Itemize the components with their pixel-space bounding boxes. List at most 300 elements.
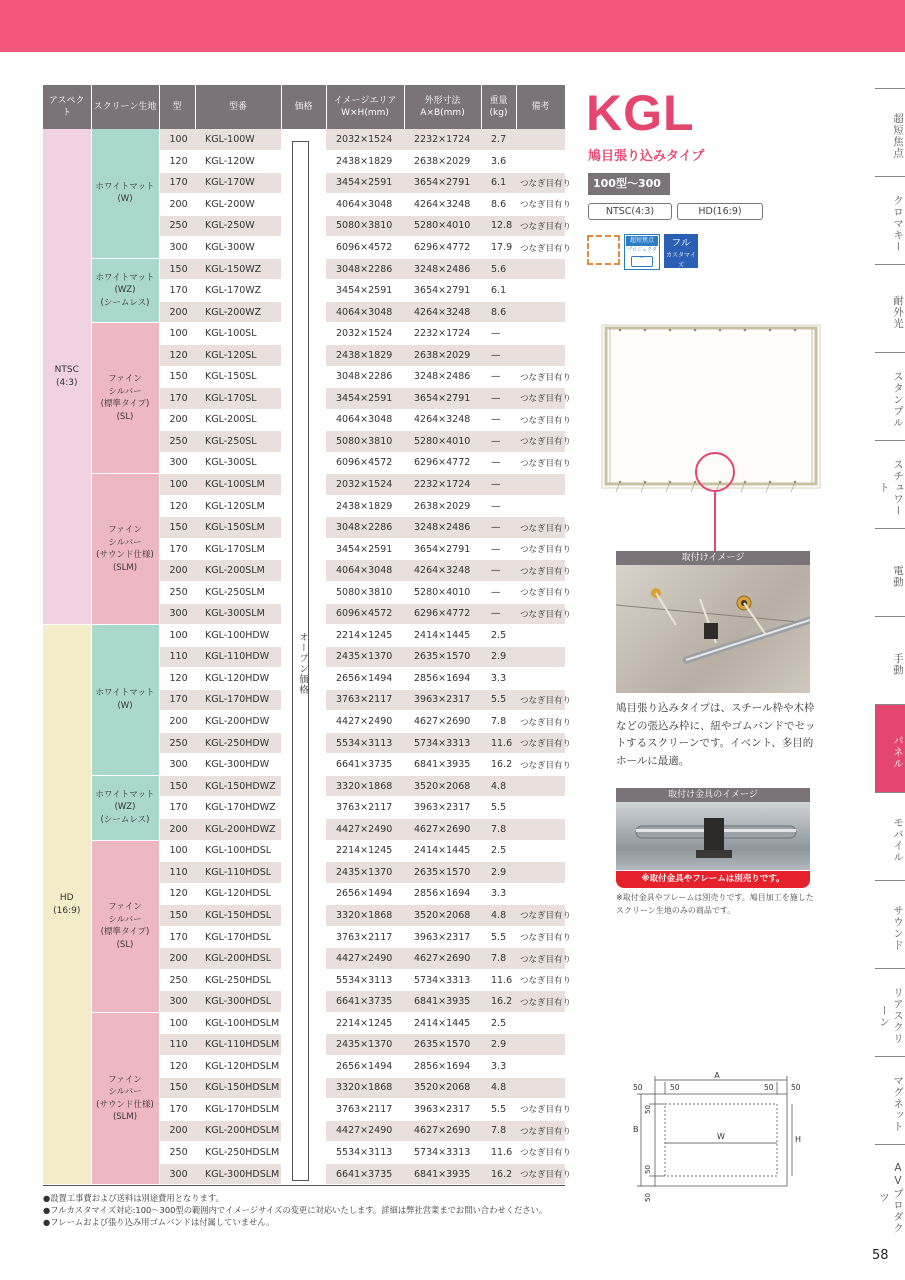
model-cell: KGL-120HDSLM (195, 1056, 281, 1078)
weight-cell: 5.5 (481, 689, 516, 711)
type-cell: 200 (159, 409, 195, 431)
side-tab-11[interactable]: マグネット (892, 1075, 904, 1133)
dim-h: H (795, 1135, 802, 1144)
header-weight: 重量 (kg) (481, 85, 516, 129)
outer-size-cell: 3963×2317 (404, 1099, 481, 1121)
image-area-cell: 3763×2117 (326, 1099, 404, 1121)
product-small-note: ※取付金具やフレームは別売りです。鳩目加工を施したスクリーン生地のみの商品です。 (616, 893, 814, 915)
remarks-cell: つなぎ目有り (516, 538, 565, 560)
image-area-cell: 2435×1370 (326, 646, 404, 668)
outer-size-cell: 2635×1570 (404, 1034, 481, 1056)
model-cell: KGL-200WZ (195, 301, 281, 323)
weight-cell: 7.8 (481, 1120, 516, 1142)
model-cell: KGL-150HDSLM (195, 1077, 281, 1099)
image-area-cell: 3763×2117 (326, 689, 404, 711)
image-area-cell: 2438×1829 (326, 344, 404, 366)
type-cell: 120 (159, 344, 195, 366)
image-area-cell: 2214×1245 (326, 1012, 404, 1034)
weight-cell: 3.6 (481, 151, 516, 173)
model-cell: KGL-250W (195, 215, 281, 237)
side-tab-divider (875, 616, 905, 617)
type-cell: 170 (159, 689, 195, 711)
side-tab-divider (875, 264, 905, 265)
image-area-cell: 4064×3048 (326, 194, 404, 216)
outer-size-cell: 6841×3935 (404, 991, 481, 1013)
weight-cell: 8.6 (481, 194, 516, 216)
install-photo (616, 565, 810, 693)
type-cell: 300 (159, 452, 195, 474)
outer-size-cell: 4264×3248 (404, 194, 481, 216)
type-cell: 200 (159, 711, 195, 733)
model-cell: KGL-200W (195, 194, 281, 216)
side-tab-divider (875, 440, 905, 441)
model-cell: KGL-300W (195, 237, 281, 259)
remarks-cell: つなぎ目有り (516, 1120, 565, 1142)
side-tab-9[interactable]: サウンド (892, 905, 904, 951)
weight-cell: 2.5 (481, 1012, 516, 1034)
image-area-cell: 4427×2490 (326, 711, 404, 733)
image-area-cell: 5080×3810 (326, 215, 404, 237)
weight-cell: — (481, 431, 516, 453)
model-cell: KGL-200HDSL (195, 948, 281, 970)
outer-size-cell: 2856×1694 (404, 1056, 481, 1078)
type-cell: 110 (159, 1034, 195, 1056)
remarks-cell: つなぎ目有り (516, 905, 565, 927)
fitting-photo (616, 802, 810, 870)
side-tab-12[interactable]: AVプロダクツ (878, 1162, 904, 1234)
model-cell: KGL-170HDW (195, 689, 281, 711)
side-tab-4[interactable]: スチュワート (878, 459, 904, 517)
image-area-cell: 5534×3113 (326, 969, 404, 991)
weight-cell: 3.3 (481, 883, 516, 905)
weight-cell: — (481, 495, 516, 517)
model-cell: KGL-170HDWZ (195, 797, 281, 819)
outer-size-cell: 2638×2029 (404, 495, 481, 517)
dim-margin-left: 50 (633, 1083, 643, 1092)
outer-size-cell: 2232×1724 (404, 474, 481, 496)
type-cell: 250 (159, 581, 195, 603)
side-tab-3[interactable]: スタンプル (892, 371, 904, 429)
remarks-cell (516, 323, 565, 345)
side-tab-10[interactable]: リアスクリーン (878, 987, 904, 1045)
weight-cell: 11.6 (481, 1142, 516, 1164)
short-throw-label: 超短焦点 (626, 236, 658, 246)
side-tab-divider (875, 792, 905, 793)
image-area-cell: 5534×3113 (326, 732, 404, 754)
dim-margin-top: 50 (644, 1105, 652, 1114)
outer-size-cell: 2414×1445 (404, 1012, 481, 1034)
weight-cell: 4.8 (481, 775, 516, 797)
remarks-cell: つなぎ目有り (516, 581, 565, 603)
remarks-cell: つなぎ目有り (516, 926, 565, 948)
image-area-cell: 3454×2591 (326, 388, 404, 410)
note-1: ●設置工事費および送料は別途費用となります。 (43, 1193, 224, 1203)
model-cell: KGL-120SL (195, 344, 281, 366)
product-name: KGL (586, 85, 695, 141)
remarks-cell (516, 280, 565, 302)
remarks-cell (516, 301, 565, 323)
type-cell: 300 (159, 603, 195, 625)
side-tab-divider (875, 968, 905, 969)
weight-cell: 3.3 (481, 668, 516, 690)
remarks-cell: つなぎ目有り (516, 948, 565, 970)
outer-size-cell: 3963×2317 (404, 689, 481, 711)
image-area-cell: 4427×2490 (326, 1120, 404, 1142)
product-description: 鳩目張り込みタイプは、スチール枠や木枠などの張込み枠に、紐やゴムバンドでセットするスクリーンです。イベント、多目的ホールに最適。 (616, 702, 816, 767)
type-cell: 120 (159, 1056, 195, 1078)
outer-size-cell: 2232×1724 (404, 129, 481, 151)
image-area-cell: 3763×2117 (326, 926, 404, 948)
frame-type-icon (587, 235, 620, 265)
model-cell: KGL-170W (195, 172, 281, 194)
remarks-cell (516, 495, 565, 517)
weight-cell: 5.6 (481, 258, 516, 280)
screen-cell-slm: ファイン シルバー (サウンド仕様) (SLM) (91, 474, 159, 625)
dim-margin-right: 50 (791, 1083, 801, 1092)
remarks-cell (516, 646, 565, 668)
projector-label: プロジェクター (627, 247, 657, 261)
weight-cell: 16.2 (481, 1163, 516, 1185)
side-tab-6[interactable]: 手動 (892, 652, 904, 676)
side-tab-8[interactable]: モバイル (892, 817, 904, 863)
remarks-cell: つなぎ目有り (516, 431, 565, 453)
screen-cell-sl: ファイン シルバー (標準タイプ) (SL) (91, 323, 159, 474)
model-cell: KGL-150HDWZ (195, 775, 281, 797)
model-cell: KGL-170SL (195, 388, 281, 410)
note-3: ●フレームおよび張り込み用ゴムバンドは付属していません。 (43, 1217, 275, 1227)
type-cell: 150 (159, 517, 195, 539)
header-screen: スクリーン生地 (91, 85, 159, 129)
outer-size-cell: 2414×1445 (404, 625, 481, 647)
model-cell: KGL-170WZ (195, 280, 281, 302)
type-cell: 300 (159, 991, 195, 1013)
remarks-cell: つなぎ目有り (516, 215, 565, 237)
install-image-caption: 取付けイメージ (616, 551, 810, 565)
remarks-cell (516, 129, 565, 151)
weight-cell: — (481, 366, 516, 388)
install-illustration (616, 565, 810, 693)
outer-size-cell: 6296×4772 (404, 237, 481, 259)
ratio-hd: HD(16:9) (677, 203, 763, 220)
weight-cell: 3.3 (481, 1056, 516, 1078)
type-cell: 110 (159, 646, 195, 668)
weight-cell: 6.1 (481, 172, 516, 194)
side-tab-7[interactable]: パネル (892, 734, 904, 770)
table-header-row (43, 85, 565, 129)
model-cell: KGL-100HDSL (195, 840, 281, 862)
outer-size-cell: 3248×2486 (404, 366, 481, 388)
image-area-cell: 3454×2591 (326, 172, 404, 194)
remarks-cell (516, 1012, 565, 1034)
type-cell: 100 (159, 1012, 195, 1034)
image-area-cell: 6641×3735 (326, 991, 404, 1013)
model-cell: KGL-170HDSLM (195, 1099, 281, 1121)
model-cell: KGL-250SL (195, 431, 281, 453)
type-cell: 200 (159, 819, 195, 841)
screen-cell-slm: ファイン シルバー (サウンド仕様) (SLM) (91, 1012, 159, 1184)
top-color-bar (0, 0, 905, 52)
screen-cell-sl: ファイン シルバー (標準タイプ) (SL) (91, 840, 159, 1012)
screen-cell-w: ホワイトマット (W) (91, 129, 159, 258)
full-custom-icon (664, 234, 698, 268)
side-tab-divider (875, 880, 905, 881)
side-tab-5[interactable]: 電動 (892, 564, 904, 588)
weight-cell: 16.2 (481, 754, 516, 776)
image-area-cell: 2032×1524 (326, 129, 404, 151)
side-tab-2[interactable]: 耐外光 (892, 294, 904, 330)
weight-cell: 4.8 (481, 1077, 516, 1099)
weight-cell: — (481, 538, 516, 560)
projector-icon (631, 256, 653, 267)
weight-cell: 5.5 (481, 926, 516, 948)
remarks-cell: つなぎ目有り (516, 452, 565, 474)
model-cell: KGL-200HDWZ (195, 819, 281, 841)
image-area-cell: 5534×3113 (326, 1142, 404, 1164)
model-cell: KGL-100W (195, 129, 281, 151)
remarks-cell: つなぎ目有り (516, 366, 565, 388)
remarks-cell: つなぎ目有り (516, 969, 565, 991)
weight-cell: — (481, 344, 516, 366)
weight-cell: 2.9 (481, 862, 516, 884)
remarks-cell (516, 775, 565, 797)
image-area-cell: 4064×3048 (326, 301, 404, 323)
type-cell: 170 (159, 388, 195, 410)
weight-cell: 2.9 (481, 646, 516, 668)
outer-size-cell: 6296×4772 (404, 452, 481, 474)
dim-margin-inner-left: 50 (670, 1083, 680, 1092)
outer-size-cell: 5280×4010 (404, 581, 481, 603)
model-cell: KGL-120SLM (195, 495, 281, 517)
type-cell: 200 (159, 560, 195, 582)
header-remarks: 備考 (516, 85, 565, 129)
model-cell: KGL-300SL (195, 452, 281, 474)
screen-cell-wz: ホワイトマット (WZ) (シームレス) (91, 775, 159, 840)
outer-size-cell: 3654×2791 (404, 388, 481, 410)
weight-cell: 6.1 (481, 280, 516, 302)
image-area-cell: 2032×1524 (326, 323, 404, 345)
remarks-cell: つなぎ目有り (516, 603, 565, 625)
image-area-cell: 5080×3810 (326, 581, 404, 603)
type-cell: 250 (159, 732, 195, 754)
image-area-cell: 3454×2591 (326, 280, 404, 302)
short-throw-projector-icon (624, 234, 660, 270)
remarks-cell (516, 819, 565, 841)
image-area-cell: 3320×1868 (326, 905, 404, 927)
remarks-cell (516, 1034, 565, 1056)
full-label: フル (671, 238, 691, 249)
outer-size-cell: 6841×3935 (404, 754, 481, 776)
outer-size-cell: 4627×2690 (404, 1120, 481, 1142)
remarks-cell: つなぎ目有り (516, 1163, 565, 1185)
model-cell: KGL-120W (195, 151, 281, 173)
image-area-cell: 2438×1829 (326, 495, 404, 517)
image-area-cell: 4064×3048 (326, 409, 404, 431)
outer-size-cell: 2856×1694 (404, 883, 481, 905)
type-cell: 150 (159, 1077, 195, 1099)
screen-cell-wz: ホワイトマット (WZ) (シームレス) (91, 258, 159, 323)
page-number: 58 (872, 1248, 889, 1263)
image-area-cell: 4427×2490 (326, 819, 404, 841)
type-cell: 200 (159, 301, 195, 323)
model-cell: KGL-200SLM (195, 560, 281, 582)
remarks-cell (516, 344, 565, 366)
type-cell: 200 (159, 948, 195, 970)
detail-callout-circle (695, 452, 735, 492)
outer-size-cell: 3963×2317 (404, 926, 481, 948)
header-type: 型 (159, 85, 195, 129)
type-cell: 150 (159, 905, 195, 927)
outer-size-cell: 2638×2029 (404, 151, 481, 173)
image-area-cell: 2032×1524 (326, 474, 404, 496)
image-area-cell: 3454×2591 (326, 538, 404, 560)
outer-size-cell: 2635×1570 (404, 646, 481, 668)
weight-cell: — (481, 474, 516, 496)
side-tab-1[interactable]: クロマキー (892, 195, 904, 253)
outer-size-cell: 2635×1570 (404, 862, 481, 884)
remarks-cell: つなぎ目有り (516, 237, 565, 259)
header-model: 型番 (195, 85, 281, 129)
outer-size-cell: 6841×3935 (404, 1163, 481, 1185)
model-cell: KGL-120HDW (195, 668, 281, 690)
type-cell: 170 (159, 538, 195, 560)
image-area-cell: 3048×2286 (326, 258, 404, 280)
sold-separately-banner: ※取付金具やフレームは別売りです。 (616, 871, 810, 888)
model-cell: KGL-110HDSL (195, 862, 281, 884)
remarks-cell (516, 625, 565, 647)
remarks-cell: つなぎ目有り (516, 517, 565, 539)
detail-callout-line (714, 492, 716, 552)
weight-cell: — (481, 409, 516, 431)
remarks-cell: つなぎ目有り (516, 991, 565, 1013)
image-area-cell: 2435×1370 (326, 1034, 404, 1056)
dimension-diagram (627, 1068, 807, 1203)
header-price: 価格 (281, 85, 326, 129)
weight-cell: 2.9 (481, 1034, 516, 1056)
ratio-ntsc: NTSC(4:3) (588, 203, 672, 220)
image-area-cell: 2435×1370 (326, 862, 404, 884)
weight-cell: — (481, 452, 516, 474)
type-cell: 300 (159, 1163, 195, 1185)
outer-size-cell: 3248×2486 (404, 517, 481, 539)
weight-cell: — (481, 517, 516, 539)
type-cell: 100 (159, 625, 195, 647)
outer-size-cell: 2638×2029 (404, 344, 481, 366)
image-area-cell: 4427×2490 (326, 948, 404, 970)
remarks-cell: つなぎ目有り (516, 388, 565, 410)
image-area-cell: 3320×1868 (326, 1077, 404, 1099)
outer-size-cell: 2856×1694 (404, 668, 481, 690)
remarks-cell: つなぎ目有り (516, 1142, 565, 1164)
size-range-badge: 100型〜300型 (588, 173, 670, 195)
dim-margin-inner-right: 50 (764, 1083, 774, 1092)
remarks-cell: つなぎ目有り (516, 409, 565, 431)
screen-cell-w: ホワイトマット (W) (91, 625, 159, 776)
model-cell: KGL-250HDSLM (195, 1142, 281, 1164)
price-text: オープン価格 (297, 632, 308, 695)
weight-cell: 16.2 (481, 991, 516, 1013)
fitting-image-caption: 取付け金具のイメージ (616, 788, 810, 802)
model-cell: KGL-100SLM (195, 474, 281, 496)
remarks-cell (516, 840, 565, 862)
model-cell: KGL-150SL (195, 366, 281, 388)
model-cell: KGL-200HDSLM (195, 1120, 281, 1142)
weight-cell: 2.7 (481, 129, 516, 151)
outer-size-cell: 3520×2068 (404, 775, 481, 797)
dim-b: B (633, 1125, 639, 1134)
model-cell: KGL-300HDW (195, 754, 281, 776)
type-cell: 100 (159, 474, 195, 496)
remarks-cell: つなぎ目有り (516, 689, 565, 711)
outer-size-cell: 4264×3248 (404, 409, 481, 431)
image-area-cell: 3763×2117 (326, 797, 404, 819)
image-area-cell: 6096×4572 (326, 452, 404, 474)
outer-size-cell: 6296×4772 (404, 603, 481, 625)
type-cell: 150 (159, 366, 195, 388)
image-area-cell: 2656×1494 (326, 668, 404, 690)
weight-cell: — (481, 323, 516, 345)
weight-cell: 5.5 (481, 1099, 516, 1121)
outer-size-cell: 5734×3313 (404, 732, 481, 754)
image-area-cell: 6096×4572 (326, 603, 404, 625)
price-box (292, 141, 309, 1181)
dim-margin-outer-bottom: 50 (644, 1193, 652, 1202)
remarks-cell: つなぎ目有り (516, 560, 565, 582)
image-area-cell: 2214×1245 (326, 625, 404, 647)
type-cell: 100 (159, 129, 195, 151)
dim-a: A (714, 1071, 720, 1080)
weight-cell: 2.5 (481, 840, 516, 862)
type-cell: 250 (159, 1142, 195, 1164)
aspect-cell-hd: HD (16:9) (43, 625, 91, 1185)
weight-cell: 17.9 (481, 237, 516, 259)
outer-size-cell: 4627×2690 (404, 948, 481, 970)
side-tab-divider (875, 528, 905, 529)
model-cell: KGL-150HDSL (195, 905, 281, 927)
type-cell: 120 (159, 668, 195, 690)
side-tab-divider (875, 704, 905, 705)
remarks-cell: つなぎ目有り (516, 732, 565, 754)
note-2: ●フルカスタマイズ対応:100〜300型の範囲内でイメージサイズの変更に対応いたします。詳細は弊社営業までお問い合わせください。 (43, 1205, 548, 1215)
outer-size-cell: 3520×2068 (404, 1077, 481, 1099)
image-area-cell: 3048×2286 (326, 366, 404, 388)
type-cell: 100 (159, 323, 195, 345)
outer-size-cell: 3963×2317 (404, 797, 481, 819)
remarks-cell (516, 862, 565, 884)
remarks-cell: つなぎ目有り (516, 711, 565, 733)
side-tab-0[interactable]: 超短焦点 (892, 113, 904, 159)
type-cell: 120 (159, 151, 195, 173)
image-area-cell: 2656×1494 (326, 1056, 404, 1078)
model-cell: KGL-170HDSL (195, 926, 281, 948)
remarks-cell (516, 258, 565, 280)
model-cell: KGL-250HDW (195, 732, 281, 754)
image-area-cell: 3320×1868 (326, 775, 404, 797)
side-tab-divider (875, 1056, 905, 1057)
weight-cell: 8.6 (481, 301, 516, 323)
model-cell: KGL-300SLM (195, 603, 281, 625)
weight-cell: — (481, 581, 516, 603)
model-cell: KGL-110HDW (195, 646, 281, 668)
header-outer: 外形寸法 A×B(mm) (404, 85, 481, 129)
remarks-cell (516, 151, 565, 173)
outer-size-cell: 5734×3313 (404, 969, 481, 991)
outer-size-cell: 3654×2791 (404, 538, 481, 560)
type-cell: 200 (159, 1120, 195, 1142)
weight-cell: — (481, 560, 516, 582)
image-area-cell: 6096×4572 (326, 237, 404, 259)
model-cell: KGL-300HDSL (195, 991, 281, 1013)
outer-size-cell: 3248×2486 (404, 258, 481, 280)
